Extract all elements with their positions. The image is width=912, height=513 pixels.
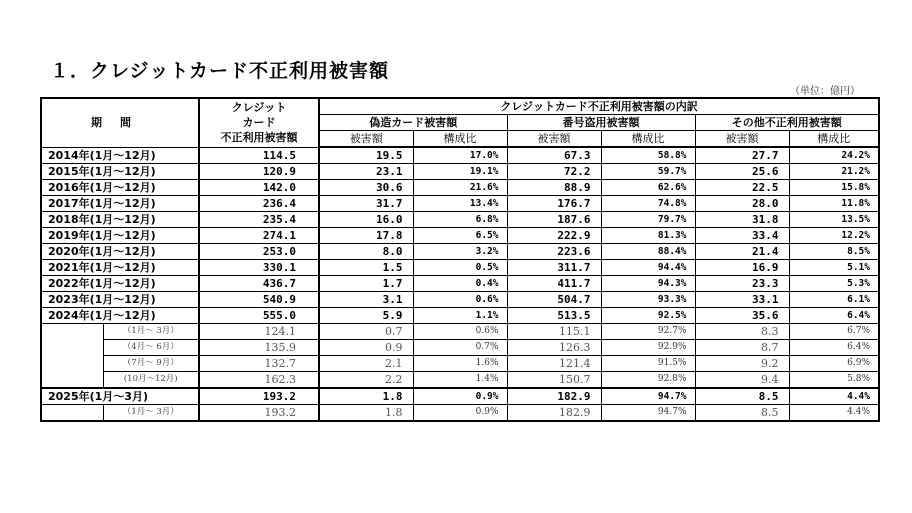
header-counterfeit: 偽造カード被害額 [319, 115, 507, 131]
header-amount: 被害額 [695, 131, 789, 148]
other-amount: 22.5 [695, 180, 789, 196]
counterfeit-amount: 2.2 [319, 372, 413, 389]
other-ratio: 6.4% [789, 308, 879, 324]
table-row-quarter [41, 340, 879, 356]
total-cell: 330.1 [199, 260, 319, 276]
other-ratio: 5.8% [789, 372, 879, 389]
number-theft-ratio: 92.9% [601, 340, 695, 356]
table-row [41, 308, 879, 324]
other-ratio: 24.2% [789, 147, 879, 164]
period-cell: 2018年(1月～12月) [41, 212, 199, 228]
other-amount: 8.5 [695, 405, 789, 422]
other-ratio: 5.1% [789, 260, 879, 276]
number-theft-ratio: 81.3% [601, 228, 695, 244]
table-row [41, 147, 879, 164]
other-ratio: 8.5% [789, 244, 879, 260]
period-cell: 2016年(1月～12月) [41, 180, 199, 196]
quarter-period-cell: （7月～ 9月） [103, 356, 199, 372]
total-cell: 193.2 [199, 388, 319, 405]
other-ratio: 6.4% [789, 340, 879, 356]
quarter-period-cell: (10月～12月) [103, 372, 199, 389]
period-cell: 2014年(1月～12月) [41, 147, 199, 164]
period-cell: 2020年(1月～12月) [41, 244, 199, 260]
number-theft-ratio: 91.5% [601, 356, 695, 372]
other-ratio: 6.7% [789, 324, 879, 340]
counterfeit-amount: 5.9 [319, 308, 413, 324]
counterfeit-ratio: 0.9% [413, 405, 507, 422]
number-theft-amount: 67.3 [507, 147, 601, 164]
table-row-quarter [41, 372, 879, 389]
other-amount: 8.7 [695, 340, 789, 356]
number-theft-ratio: 59.7% [601, 164, 695, 180]
other-ratio: 4.4% [789, 405, 879, 422]
total-cell: 253.0 [199, 244, 319, 260]
counterfeit-amount: 0.7 [319, 324, 413, 340]
other-amount: 31.8 [695, 212, 789, 228]
total-cell: 555.0 [199, 308, 319, 324]
counterfeit-amount: 30.6 [319, 180, 413, 196]
number-theft-amount: 121.4 [507, 356, 601, 372]
number-theft-amount: 222.9 [507, 228, 601, 244]
counterfeit-ratio: 17.0% [413, 147, 507, 164]
number-theft-ratio: 94.4% [601, 260, 695, 276]
indent-cell [41, 324, 103, 340]
number-theft-amount: 72.2 [507, 164, 601, 180]
counterfeit-amount: 3.1 [319, 292, 413, 308]
table-row [41, 180, 879, 196]
total-cell: 120.9 [199, 164, 319, 180]
counterfeit-ratio: 19.1% [413, 164, 507, 180]
table-row [41, 260, 879, 276]
header-number-theft: 番号盗用被害額 [507, 115, 695, 131]
other-ratio: 21.2% [789, 164, 879, 180]
other-ratio: 6.9% [789, 356, 879, 372]
other-amount: 27.7 [695, 147, 789, 164]
table-row-quarter [41, 324, 879, 340]
other-amount: 25.6 [695, 164, 789, 180]
total-cell: 235.4 [199, 212, 319, 228]
header-total-line1: クレジット [231, 101, 287, 115]
table-row [41, 292, 879, 308]
period-cell: 2015年(1月～12月) [41, 164, 199, 180]
table-row-quarter [41, 405, 879, 422]
indent-cell [41, 405, 103, 422]
table-row [41, 244, 879, 260]
other-ratio: 13.5% [789, 212, 879, 228]
counterfeit-ratio: 1.1% [413, 308, 507, 324]
number-theft-ratio: 93.3% [601, 292, 695, 308]
other-amount: 16.9 [695, 260, 789, 276]
counterfeit-ratio: 0.6% [413, 324, 507, 340]
other-amount: 8.3 [695, 324, 789, 340]
total-cell: 142.0 [199, 180, 319, 196]
other-ratio: 4.4% [789, 388, 879, 405]
number-theft-amount: 182.9 [507, 388, 601, 405]
counterfeit-amount: 17.8 [319, 228, 413, 244]
number-theft-ratio: 62.6% [601, 180, 695, 196]
number-theft-amount: 311.7 [507, 260, 601, 276]
counterfeit-amount: 1.8 [319, 388, 413, 405]
table-row-quarter [41, 356, 879, 372]
counterfeit-amount: 31.7 [319, 196, 413, 212]
number-theft-amount: 411.7 [507, 276, 601, 292]
period-cell: 2025年(1月～3月) [41, 388, 199, 405]
counterfeit-amount: 1.5 [319, 260, 413, 276]
number-theft-ratio: 94.7% [601, 388, 695, 405]
indent-cell [41, 356, 103, 372]
period-cell: 2021年(1月～12月) [41, 260, 199, 276]
total-cell: 236.4 [199, 196, 319, 212]
number-theft-amount: 223.6 [507, 244, 601, 260]
counterfeit-ratio: 0.5% [413, 260, 507, 276]
header-total [199, 98, 319, 147]
other-amount: 9.2 [695, 356, 789, 372]
counterfeit-ratio: 21.6% [413, 180, 507, 196]
total-cell: 540.9 [199, 292, 319, 308]
total-cell: 162.3 [199, 372, 319, 389]
number-theft-amount: 513.5 [507, 308, 601, 324]
quarter-period-cell: （1月～ 3月） [103, 405, 199, 422]
number-theft-amount: 504.7 [507, 292, 601, 308]
number-theft-ratio: 79.7% [601, 212, 695, 228]
other-amount: 23.3 [695, 276, 789, 292]
table-row [41, 212, 879, 228]
header-period: 期間 [41, 98, 199, 147]
period-cell: 2024年(1月～12月) [41, 308, 199, 324]
counterfeit-ratio: 0.7% [413, 340, 507, 356]
page-title: １．クレジットカード不正利用被害額 [50, 60, 389, 82]
header-amount: 被害額 [319, 131, 413, 148]
number-theft-amount: 150.7 [507, 372, 601, 389]
counterfeit-amount: 8.0 [319, 244, 413, 260]
header-breakdown: クレジットカード不正利用被害額の内訳 [319, 98, 879, 115]
fraud-damage-table [40, 97, 880, 422]
counterfeit-ratio: 3.2% [413, 244, 507, 260]
other-ratio: 5.3% [789, 276, 879, 292]
table-row [41, 228, 879, 244]
table-row [41, 196, 879, 212]
number-theft-ratio: 92.5% [601, 308, 695, 324]
header-total-line3: 不正利用被害額 [220, 131, 298, 145]
counterfeit-ratio: 1.4% [413, 372, 507, 389]
table-row [41, 388, 879, 405]
counterfeit-ratio: 6.8% [413, 212, 507, 228]
counterfeit-ratio: 0.9% [413, 388, 507, 405]
other-ratio: 12.2% [789, 228, 879, 244]
other-amount: 33.4 [695, 228, 789, 244]
number-theft-amount: 176.7 [507, 196, 601, 212]
other-ratio: 11.8% [789, 196, 879, 212]
counterfeit-amount: 2.1 [319, 356, 413, 372]
number-theft-ratio: 58.8% [601, 147, 695, 164]
other-ratio: 6.1% [789, 292, 879, 308]
total-cell: 135.9 [199, 340, 319, 356]
other-ratio: 15.8% [789, 180, 879, 196]
period-cell: 2019年(1月～12月) [41, 228, 199, 244]
indent-cell [41, 340, 103, 356]
other-amount: 21.4 [695, 244, 789, 260]
other-amount: 9.4 [695, 372, 789, 389]
period-cell: 2022年(1月～12月) [41, 276, 199, 292]
header-ratio: 構成比 [413, 131, 507, 148]
header-ratio: 構成比 [789, 131, 879, 148]
total-cell: 132.7 [199, 356, 319, 372]
total-cell: 436.7 [199, 276, 319, 292]
period-cell: 2017年(1月～12月) [41, 196, 199, 212]
counterfeit-amount: 19.5 [319, 147, 413, 164]
other-amount: 28.0 [695, 196, 789, 212]
number-theft-amount: 182.9 [507, 405, 601, 422]
number-theft-ratio: 92.8% [601, 372, 695, 389]
total-cell: 114.5 [199, 147, 319, 164]
counterfeit-amount: 23.1 [319, 164, 413, 180]
other-amount: 35.6 [695, 308, 789, 324]
total-cell: 193.2 [199, 405, 319, 422]
total-cell: 124.1 [199, 324, 319, 340]
quarter-period-cell: （4月～ 6月） [103, 340, 199, 356]
number-theft-amount: 187.6 [507, 212, 601, 228]
counterfeit-ratio: 0.6% [413, 292, 507, 308]
period-cell: 2023年(1月～12月) [41, 292, 199, 308]
counterfeit-ratio: 0.4% [413, 276, 507, 292]
number-theft-ratio: 94.7% [601, 405, 695, 422]
number-theft-ratio: 74.8% [601, 196, 695, 212]
header-total-line2: カード [242, 116, 276, 130]
number-theft-ratio: 92.7% [601, 324, 695, 340]
other-amount: 33.1 [695, 292, 789, 308]
counterfeit-amount: 0.9 [319, 340, 413, 356]
number-theft-amount: 88.9 [507, 180, 601, 196]
table-row [41, 164, 879, 180]
header-amount: 被害額 [507, 131, 601, 148]
number-theft-ratio: 94.3% [601, 276, 695, 292]
counterfeit-ratio: 6.5% [413, 228, 507, 244]
quarter-period-cell: （1月～ 3月） [103, 324, 199, 340]
number-theft-amount: 126.3 [507, 340, 601, 356]
header-other: その他不正利用被害額 [695, 115, 879, 131]
number-theft-ratio: 88.4% [601, 244, 695, 260]
table-row [41, 276, 879, 292]
counterfeit-ratio: 1.6% [413, 356, 507, 372]
number-theft-amount: 115.1 [507, 324, 601, 340]
counterfeit-amount: 1.7 [319, 276, 413, 292]
indent-cell [41, 372, 103, 389]
header-ratio: 構成比 [601, 131, 695, 148]
unit-label: （単位：億円） [790, 86, 860, 97]
other-amount: 8.5 [695, 388, 789, 405]
total-cell: 274.1 [199, 228, 319, 244]
counterfeit-ratio: 13.4% [413, 196, 507, 212]
counterfeit-amount: 16.0 [319, 212, 413, 228]
counterfeit-amount: 1.8 [319, 405, 413, 422]
